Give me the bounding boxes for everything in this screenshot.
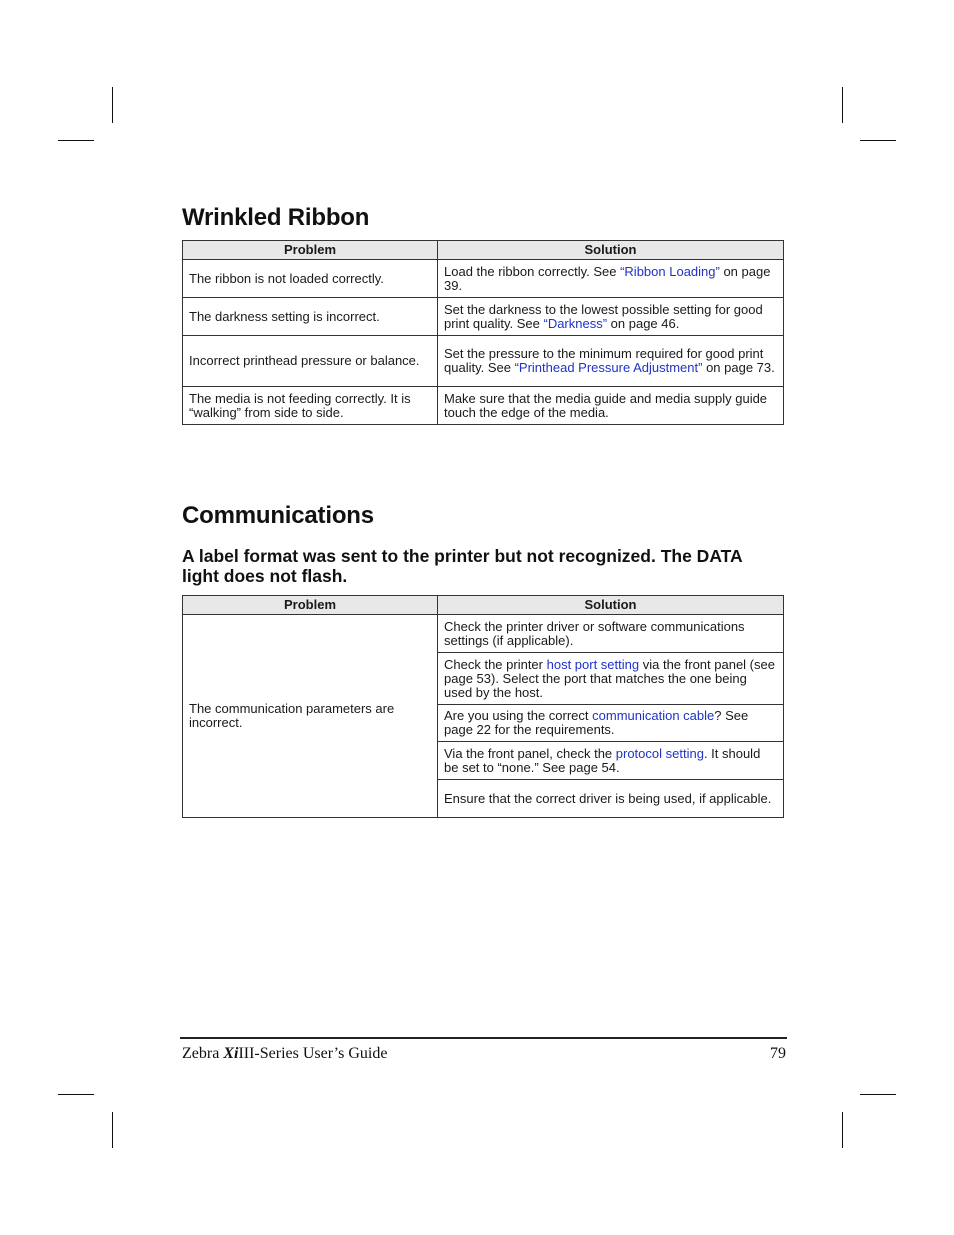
crop-mark	[58, 1094, 94, 1095]
table-row	[183, 298, 784, 336]
crop-mark	[58, 140, 94, 141]
solution-cell: Load the ribbon correctly. See “Ribbon Loading” on page 39.	[438, 260, 784, 298]
crop-mark	[842, 1112, 843, 1148]
solution-cell: Make sure that the media guide and media supply guide touch the edge of the media.	[438, 387, 784, 425]
table-row	[183, 615, 784, 653]
table-row	[183, 387, 784, 425]
crop-mark	[842, 87, 843, 123]
problem-cell: Incorrect printhead pressure or balance.	[183, 336, 438, 387]
protocol-setting-link[interactable]: protocol setting	[615, 745, 704, 761]
problem-cell: The communication parameters are incorrect.	[183, 615, 438, 818]
crop-mark	[112, 1112, 113, 1148]
problem-cell: The darkness setting is incorrect.	[183, 298, 438, 336]
page-number: 79	[770, 1045, 786, 1062]
communication-cable-link[interactable]: communication cable	[592, 708, 715, 723]
table-row	[183, 260, 784, 298]
section-title-wrinkled-ribbon: Wrinkled Ribbon	[182, 204, 370, 231]
table-header-row	[183, 241, 784, 260]
solution-cell: Ensure that the correct driver is being used, if applicable.	[438, 780, 784, 818]
section-title-communications: Communications	[182, 502, 374, 529]
table-header-row	[183, 596, 784, 615]
footer-guide-title: Zebra XiIII-Series User’s Guide	[182, 1045, 388, 1062]
problem-cell: The media is not feeding correctly. It is “walking” from side to side.	[183, 387, 438, 425]
crop-mark	[112, 87, 113, 123]
column-header-solution: Solution	[438, 241, 784, 260]
column-header-solution: Solution	[438, 596, 784, 615]
solution-cell: Set the darkness to the lowest possible setting for good print quality. See “Darkness” on page 46.	[438, 298, 784, 336]
ribbon-loading-link[interactable]: “Ribbon Loading”	[620, 263, 720, 279]
communications-troubleshooting-table	[182, 595, 784, 818]
problem-cell: The ribbon is not loaded correctly.	[183, 260, 438, 298]
printhead-pressure-adjustment-link[interactable]: “Printhead Pressure Adjustment”	[514, 360, 703, 375]
solution-cell: Are you using the correct communication cable? See page 22 for the requirements.	[438, 705, 784, 742]
table-row	[183, 336, 784, 387]
solution-cell: Via the front panel, check the protocol setting. It should be set to “none.” See page 54.	[438, 742, 784, 780]
crop-mark	[860, 140, 896, 141]
host-port-setting-link[interactable]: host port setting	[546, 656, 640, 672]
solution-cell: Set the pressure to the minimum required for good print quality. See “Printhead Pressure Adjustment” on page 73.	[438, 336, 784, 387]
column-header-problem: Problem	[183, 241, 438, 260]
column-header-problem: Problem	[183, 596, 438, 615]
crop-mark	[860, 1094, 896, 1095]
solution-cell: Check the printer driver or software communications settings (if applicable).	[438, 615, 784, 653]
footer-rule	[180, 1037, 787, 1039]
solution-cell: Check the printer host port setting via the front panel (see page 53). Select the port that matches the one being used by the host.	[438, 653, 784, 705]
subsection-title: A label format was sent to the printer but not recognized. The DATA light does not flash.	[182, 546, 743, 586]
darkness-link[interactable]: “Darkness”	[543, 315, 608, 331]
ribbon-troubleshooting-table	[182, 240, 784, 425]
